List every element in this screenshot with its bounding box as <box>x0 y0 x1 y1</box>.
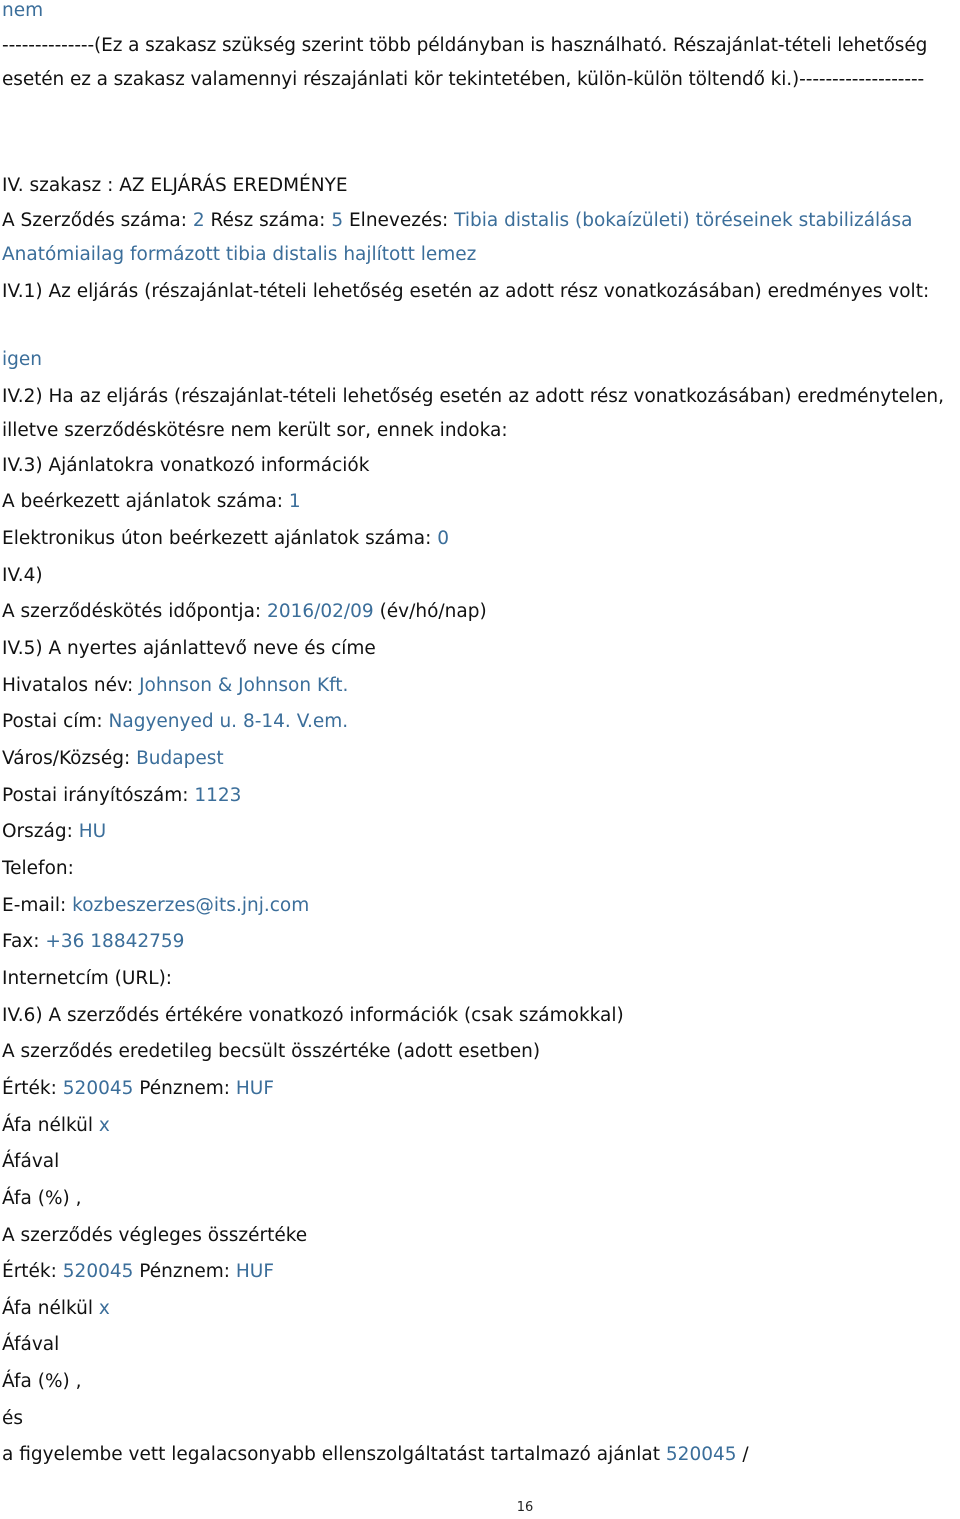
estimated-currency-value: HUF <box>235 1078 274 1099</box>
final-vat-percent-label: Áfa (%) , <box>2 1371 82 1392</box>
email-label: E-mail: <box>2 895 67 916</box>
official-name-value: Johnson & Johnson Kft. <box>139 675 349 696</box>
zip-code <box>2 779 952 813</box>
estimated-total-title: A szerződés eredetileg becsült összértéke (adott esetben) <box>2 1041 541 1062</box>
country-label: Ország: <box>2 821 73 842</box>
section-title: IV. szakasz : AZ ELJÁRÁS EREDMÉNYE <box>2 175 348 196</box>
phone-label: Telefon: <box>2 858 74 879</box>
estimated-vat-percent-label: Áfa (%) , <box>2 1188 82 1209</box>
contract-date <box>2 595 952 629</box>
electronic-offers-label: Elektronikus úton beérkezett ajánlatok száma: <box>2 528 432 549</box>
zip-code-label: Postai irányítószám: <box>2 785 189 806</box>
city-label: Város/Község: <box>2 748 131 769</box>
contract-number-value: 2 <box>192 210 205 231</box>
postal-address-label: Postai cím: <box>2 711 103 732</box>
offers-count-value: 1 <box>288 491 301 512</box>
page-number: 16 <box>516 1500 534 1515</box>
contract-name-label: Elnevezés: <box>348 210 449 231</box>
final-currency-label: Pénznem: <box>139 1261 230 1282</box>
estimated-currency-label: Pénznem: <box>139 1078 230 1099</box>
fax <box>2 925 952 959</box>
contract-number-label: A Szerződés száma: <box>2 210 187 231</box>
email <box>2 889 952 923</box>
final-without-vat <box>2 1292 952 1326</box>
estimated-value-row <box>2 1072 952 1106</box>
lowest-offer-suffix: / <box>742 1444 749 1465</box>
estimated-without-vat <box>2 1109 952 1143</box>
final-without-vat-label: Áfa nélkül <box>2 1298 93 1319</box>
lowest-offer-value: 520045 <box>665 1444 737 1465</box>
final-total-title: A szerződés végleges összértéke <box>2 1225 308 1246</box>
electronic-offers-count <box>2 522 952 556</box>
contract-date-value: 2016/02/09 <box>267 601 374 622</box>
iv2-label: IV.2) Ha az eljárás (részajánlat-tételi lehetőség esetén az adott rész vonatkozásában) eredménytelen, illetve szerződéskötésre nem került sor, ennek indoka: <box>2 386 944 441</box>
offers-count <box>2 485 952 519</box>
contract-date-label: A szerződéskötés időpontja: <box>2 601 262 622</box>
city-value: Budapest <box>136 748 224 769</box>
estimated-value: 520045 <box>62 1078 134 1099</box>
official-name-label: Hivatalos név: <box>2 675 134 696</box>
and-label: és <box>2 1408 24 1429</box>
estimated-without-vat-mark: x <box>98 1115 110 1136</box>
postal-address <box>2 705 952 739</box>
official-name <box>2 669 952 703</box>
iv1-value: igen <box>2 349 42 370</box>
estimated-with-vat-label: Áfával <box>2 1151 60 1172</box>
fax-value: +36 18842759 <box>45 931 185 952</box>
lowest-offer-label: a figyelembe vett legalacsonyabb ellenszolgáltatást tartalmazó ajánlat <box>2 1444 661 1465</box>
contract-details <box>2 204 952 272</box>
final-currency-value: HUF <box>235 1261 274 1282</box>
estimated-value-label: Érték: <box>2 1078 57 1099</box>
country-value: HU <box>78 821 107 842</box>
final-value-row <box>2 1255 952 1289</box>
part-number-label: Rész száma: <box>210 210 326 231</box>
offers-count-label: A beérkezett ajánlatok száma: <box>2 491 284 512</box>
country <box>2 815 952 849</box>
contract-date-format: (év/hó/nap) <box>379 601 487 622</box>
final-with-vat-label: Áfával <box>2 1334 60 1355</box>
lowest-offer-row <box>2 1438 952 1472</box>
contract-name-value: Tibia distalis (bokaízületi) töréseinek stabilizálása Anatómiailag formázott tibia distalis hajlított lemez <box>2 210 913 265</box>
iv4-title: IV.4) <box>2 565 43 586</box>
electronic-offers-value: 0 <box>437 528 450 549</box>
top-value: nem <box>2 0 44 21</box>
url-label: Internetcím (URL): <box>2 968 173 989</box>
iv6-title: IV.6) A szerződés értékére vonatkozó információk (csak számokkal) <box>2 1005 624 1026</box>
final-value-label: Érték: <box>2 1261 57 1282</box>
part-number-value: 5 <box>331 210 344 231</box>
final-value: 520045 <box>62 1261 134 1282</box>
zip-code-value: 1123 <box>194 785 242 806</box>
iv1-label: IV.1) Az eljárás (részajánlat-tételi lehetőség esetén az adott rész vonatkozásában) eredményes volt: <box>2 281 930 302</box>
email-value: kozbeszerzes@its.jnj.com <box>72 895 310 916</box>
section-note: --------------(Ez a szakasz szükség szerint több példányban is használható. Részajánlat-tételi lehetőség esetén ez a szakasz valamennyi részajánlati kör tekintetében, külön-külön töltendő ki.)------------------- <box>2 35 928 90</box>
iv3-title: IV.3) Ajánlatokra vonatkozó információk <box>2 455 370 476</box>
city <box>2 742 952 776</box>
iv5-title: IV.5) A nyertes ajánlattevő neve és címe <box>2 638 376 659</box>
estimated-without-vat-label: Áfa nélkül <box>2 1115 93 1136</box>
postal-address-value: Nagyenyed u. 8-14. V.em. <box>108 711 349 732</box>
fax-label: Fax: <box>2 931 40 952</box>
final-without-vat-mark: x <box>98 1298 110 1319</box>
